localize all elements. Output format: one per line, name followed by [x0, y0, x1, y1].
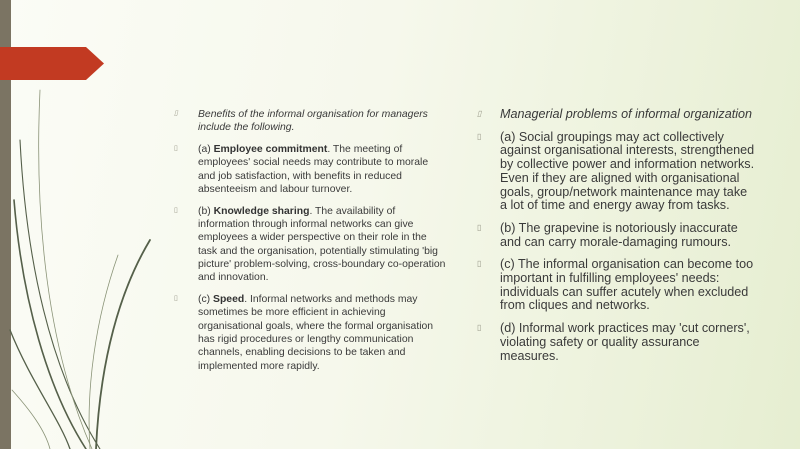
bullet-icon: ▯: [477, 323, 482, 333]
problem-item: ▯ (b) The grapevine is notoriously inaccurate and can carry morale-damaging rumours.: [477, 220, 738, 249]
curve-7: [12, 390, 50, 449]
curve-1: [14, 200, 86, 449]
problems-heading: ▯ Managerial problems of informal organization: [477, 107, 753, 121]
curve-4: [10, 330, 70, 449]
benefit-title: Employee commitment: [213, 144, 328, 156]
bullet-icon: ▯: [477, 109, 482, 118]
problem-item: ▯ (d) Informal work practices may 'cut corners', violating safety or quality assurance measures.: [477, 321, 750, 363]
bullet-icon: ▯: [174, 295, 178, 303]
title-tag-shape: [0, 47, 104, 80]
bullet-icon: ▯: [477, 131, 482, 141]
benefits-column: [174, 108, 446, 381]
benefits-intro: ▯ Benefits of the informal organisation for managers include the following.: [174, 109, 428, 134]
problem-item: ▯ (c) The informal organisation can become too important in fulfilling employees' needs: individuals can suffer acutely when excluded from cliques and networks.: [477, 257, 754, 313]
benefit-item: ▯ (a) Employee commitment. The meeting of employees' social needs may contribute to morale and job satisfaction, with benefits in reduced absenteeism and labour turnover.: [174, 144, 429, 195]
bullet-icon: ▯: [174, 145, 178, 153]
curve-2: [20, 140, 100, 449]
benefit-item: ▯ (b) Knowledge sharing. The availability of information through informal networks can give employees a wider perspective on their role in the task and the organisation, potentially stimulating 'big picture' problem-solving, cross-boundary co-operation and innovation.: [174, 205, 446, 284]
problems-column: [477, 108, 757, 372]
bullet-icon: ▯: [477, 259, 482, 269]
benefit-item: ▯ (c) Speed. Informal networks and methods may sometimes be more efficient in achieving organisational goals, where the formal organisation has rigid procedures or lengthy communication channels, enabling decisions to be taken and implemented more rapidly.: [174, 294, 434, 372]
bullet-icon: ▯: [174, 206, 178, 214]
curve-3: [39, 90, 92, 449]
curve-6: [89, 255, 118, 449]
problem-item: ▯ (a) Social groupings may act collectively against organisational interests, strengthened by collective power and information networks. Even if they are aligned with organisational goals, group/network maintenance may take a lot of time and energy away from tasks.: [477, 129, 755, 213]
benefit-title: Knowledge sharing: [213, 205, 310, 217]
benefit-title: Speed: [213, 294, 245, 306]
bullet-icon: ▯: [477, 222, 482, 232]
bullet-icon: ▯: [174, 110, 178, 117]
curve-5: [96, 240, 150, 449]
